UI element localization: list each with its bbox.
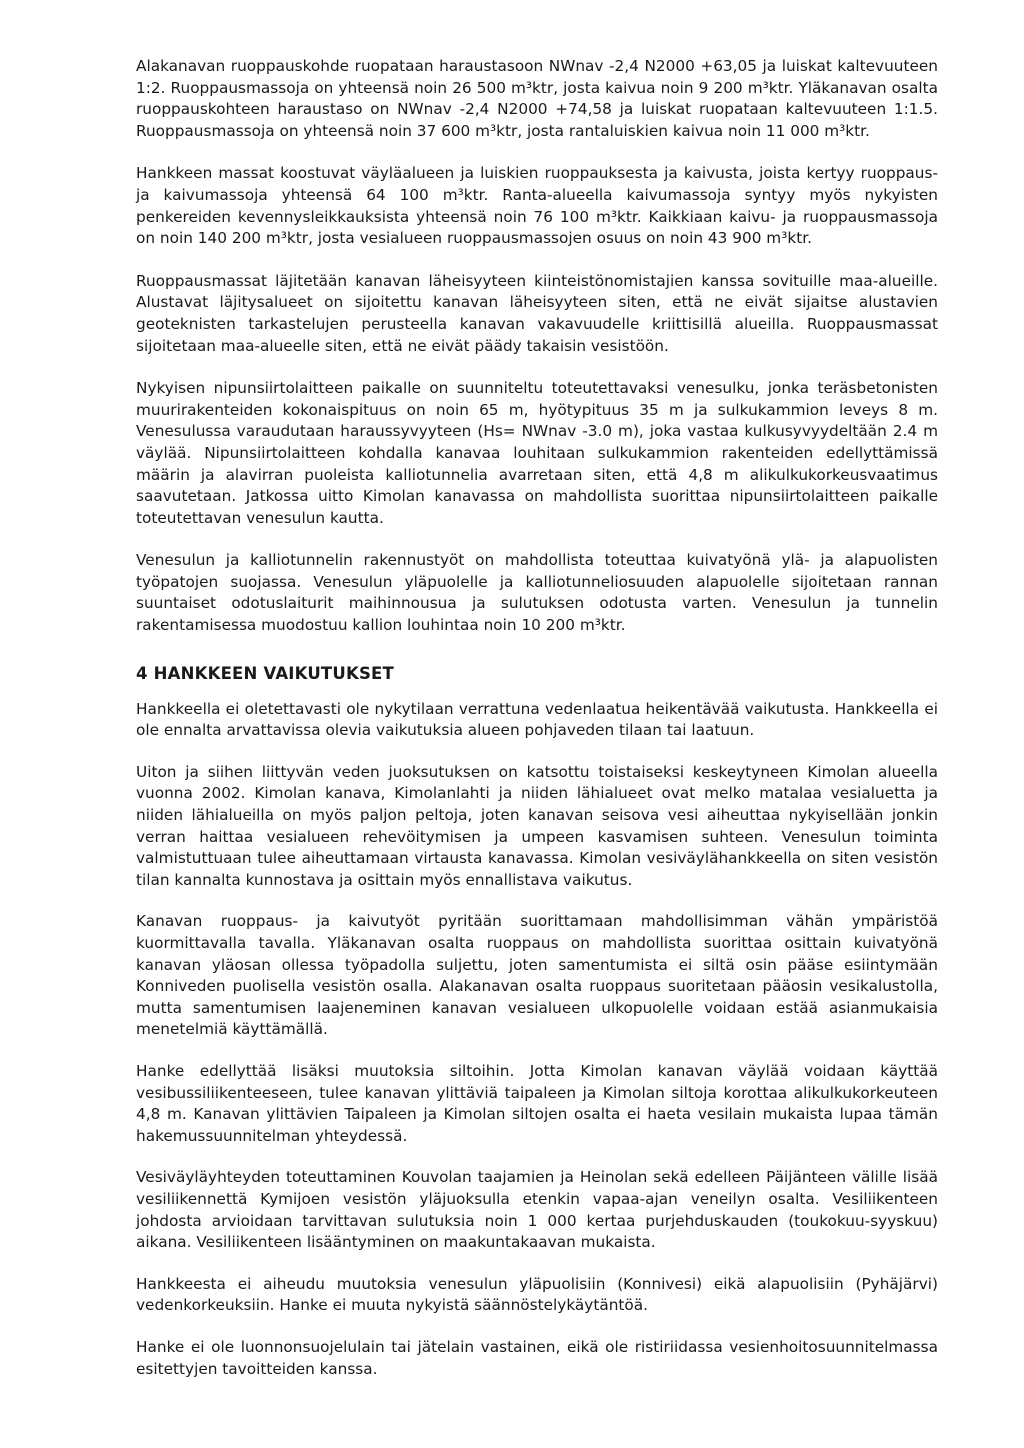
- paragraph-log-floating: Uiton ja siihen liittyvän veden juoksutuksen on katsottu toistaiseksi keskeytyneen Kimolan alueella vuonna 2002. Kimolan kanava, Kimolanlahti ja niiden lähialueet ovat melko matalaa vesialuetta ja niiden lähialueilla on myös paljon peltoja, joten kanavan seisova vesi aiheuttaa nykyisellään jonkin verran haittaa vesialueen rehevöitymisen ja umpeen kasvamisen suhteen. Venesulun toiminta valmistuttuaan tulee aiheuttamaan virtausta kanavassa. Kimolan vesiväylähankkeella on siten vesistön tilan kannalta kunnostava ja osittain myös ennallistava vaikutus.: [136, 762, 938, 889]
- paragraph-water-quality: Hankkeella ei oletettavasti ole nykytilaan verrattuna vedenlaatua heikentävää vaikutusta. Hankkeella ei ole ennalta arvattavissa olevia vaikutuksia alueen pohjaveden tilaan tai laatuun.: [136, 699, 938, 740]
- paragraph-project-masses: Hankkeen massat koostuvat väyläalueen ja luiskien ruoppauksesta ja kaivusta, joista kertyy ruoppaus- ja kaivumassoja yhteensä 64 100 m³ktr. Ranta-alueella kaivumassoja syntyy myös nykyisten penkereiden kevennysleikkauksista yhteensä noin 76 100 m³ktr. Kaikkiaan kaivu- ja ruoppausmassoja on noin 140 200 m³ktr, josta vesialueen ruoppausmassojen osuus on noin 43 900 m³ktr.: [136, 164, 938, 248]
- paragraph-water-levels: Hankkeesta ei aiheudu muutoksia venesulun yläpuolisiin (Konnivesi) eikä alapuolisiin (Pyhäjärvi) vedenkorkeuksiin. Hanke ei muuta nykyistä säännöstelykäytäntöä.: [136, 1274, 938, 1315]
- paragraph-dredged-mass-disposal: Ruoppausmassat läjitetään kanavan läheisyyteen kiinteistönomistajien kanssa sovituille maa-alueille. Alustavat läjitysalueet on sijoitettu kanavan läheisyyteen siten, että ne eivät sijaitse alustavien geoteknisten tarkastelujen perusteella kanavan vakavuudelle kriittisillä alueilla. Ruoppausmassat sijoitetaan maa-alueelle siten, että ne eivät päädy takaisin vesistöön.: [136, 271, 938, 355]
- document-page: [136, 56, 938, 1380]
- paragraph-lock-construction: Venesulun ja kalliotunnelin rakennustyöt on mahdollista toteuttaa kuivatyönä ylä- ja alapuolisten työpatojen suojassa. Venesulun yläpuolelle ja kalliotunneliosuuden alapuolelle sijoitetaan rannan suuntaiset odotuslaiturit maihinnousua ja sulutuksen odotusta varten. Venesulun ja tunnelin rakentamisessa muodostuu kallion louhintaa noin 10 200 m³ktr.: [136, 551, 938, 635]
- paragraph-bridges: Hanke edellyttää lisäksi muutoksia siltoihin. Jotta Kimolan kanavan väylää voidaan käyttää vesibussiliikenteeseen, tulee kanavan ylittäviä taipaleen ja Kimolan siltoja korottaa alikulkukorkeuteen 4,8 m. Kanavan ylittävien Taipaleen ja Kimolan siltojen osalta ei haeta vesilain mukaista lupaa tämän hakemussuunnitelman yhteydessä.: [136, 1061, 938, 1145]
- paragraph-waterway-traffic: Vesiväyläyhteyden toteuttaminen Kouvolan taajamien ja Heinolan sekä edelleen Päijänteen välille lisää vesiliikennettä Kymijoen vesistön yläjuoksulla etenkin vapaa-ajan veneilyn osalta. Vesiliikenteen johdosta arvioidaan tarvittavan sulutuksia noin 1 000 kertaa purjehduskauden (toukokuu-syyskuu) aikana. Vesiliikenteen lisääntyminen on maakuntakaavan mukaista.: [136, 1168, 938, 1252]
- section-heading: 4 HANKKEEN VAIKUTUKSET: [136, 663, 394, 683]
- paragraph-legal-compliance: Hanke ei ole luonnonsuojelulain tai jätelain vastainen, eikä ole ristiriidassa vesienhoitosuunnitelmassa esitettyjen tavoitteiden kanssa.: [136, 1337, 938, 1378]
- paragraph-dredging-methods: Kanavan ruoppaus- ja kaivutyöt pyritään suorittamaan mahdollisimman vähän ympäristöä kuormittavalla tavalla. Yläkanavan osalta ruoppaus on mahdollista suorittaa osittain kuivatyönä kanavan yläosan ollessa työpadolla suljettu, joten samentumista ei siltä osin pääse esiintymään Konniveden puolisella vesistön osalla. Alakanavan osalta ruoppaus suoritetaan pääosin vesikalustolla, mutta samentumisen laajeneminen kanavan vesialueen ulkopuolelle voidaan estää asianmukaisia menetelmiä käyttämällä.: [136, 912, 938, 1039]
- paragraph-boat-lock: Nykyisen nipunsiirtolaitteen paikalle on suunniteltu toteutettavaksi venesulku, jonka teräsbetonisten muurirakenteiden kokonaispituus on noin 65 m, hyötypituus 35 m ja sulkukammion leveys 8 m. Venesulussa varaudutaan haraussyvyyteen (Hs= NWnav -3.0 m), joka vastaa kulkusyvyydeltään 2.4 m väylää. Nipunsiirtolaitteen kohdalla kanavaa louhitaan sulkukammion rakenteiden edellyttämissä määrin ja alavirran puoleista kalliotunnelia avarretaan siten, että 4,8 m alikulkukorkeusvaatimus saavutetaan. Jatkossa uitto Kimolan kanavassa on mahdollista suorittaa nipunsiirtolaitteen paikalle toteutettavan venesulun kautta.: [136, 379, 938, 527]
- paragraph-dredging-lower-upper-canal: Alakanavan ruoppauskohde ruopataan haraustasoon NWnav -2,4 N2000 +63,05 ja luiskat kaltevuuteen 1:2. Ruoppausmassoja on yhteensä noin 26 500 m³ktr, josta kaivua noin 9 200 m³ktr. Yläkanavan osalta ruoppauskohteen haraustaso on NWnav -2,4 N2000 +74,58 ja luiskat ruopataan kaltevuuteen 1:1.5. Ruoppausmassoja on yhteensä noin 37 600 m³ktr, josta rantaluiskien kaivua noin 11 000 m³ktr.: [136, 57, 938, 140]
